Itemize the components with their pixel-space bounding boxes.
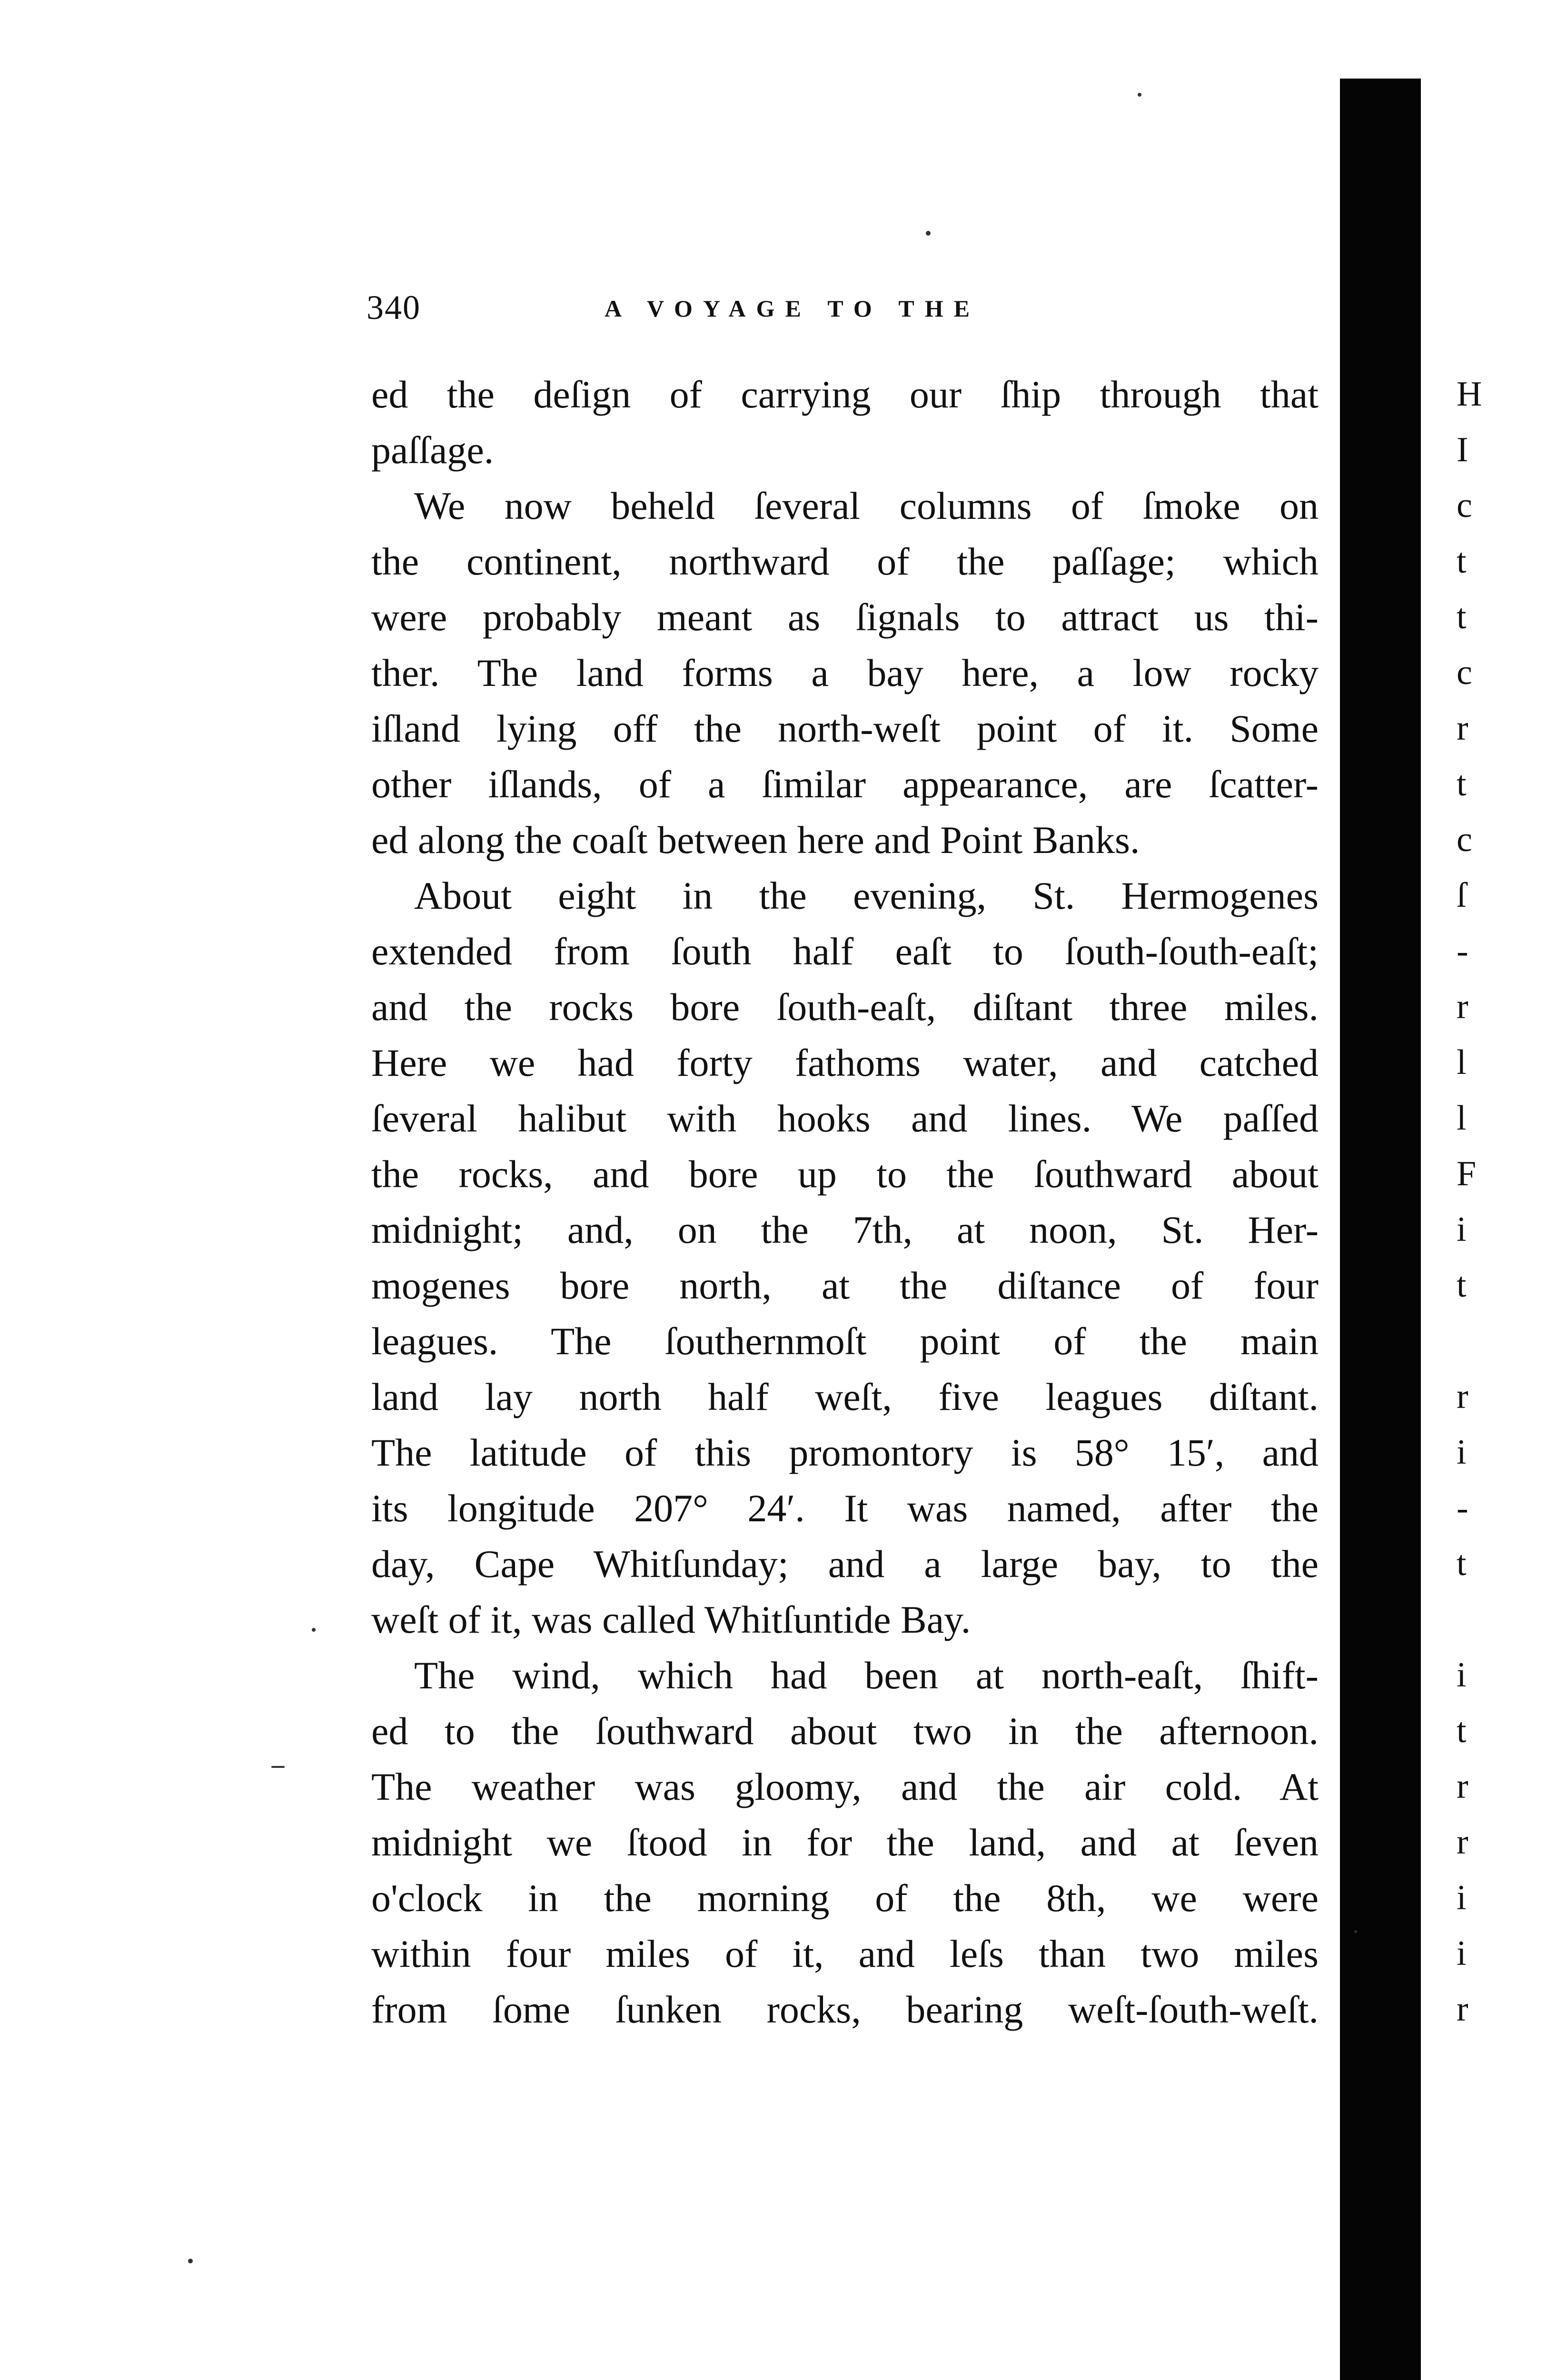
text-line: leagues. The ſouthernmoſt point of the main bbox=[371, 1319, 1319, 1363]
bleed-through-letter: - bbox=[1457, 932, 1468, 971]
bleed-through-letter: r bbox=[1457, 1823, 1468, 1862]
bleed-through-letter: l bbox=[1457, 1043, 1467, 1082]
paper-speck bbox=[271, 1766, 285, 1768]
bleed-through-letter: I bbox=[1457, 430, 1468, 469]
bleed-through-letter: i bbox=[1457, 1878, 1467, 1917]
bleed-through-letter: F bbox=[1457, 1154, 1477, 1193]
bleed-through-letter: i bbox=[1457, 1433, 1467, 1472]
bleed-through-letter: t bbox=[1457, 542, 1467, 581]
text-line: The latitude of this promontory is 58° 15′, and bbox=[371, 1431, 1319, 1474]
paper-speck bbox=[1354, 1930, 1357, 1933]
text-line: We now beheld ſeveral columns of ſmoke on bbox=[414, 484, 1319, 527]
bleed-through-letter: r bbox=[1457, 987, 1468, 1026]
text-line: Here we had forty fathoms water, and catched bbox=[371, 1041, 1319, 1084]
bleed-through-letter bbox=[1457, 1592, 1528, 1647]
text-line: its longitude 207° 24′. It was named, after the bbox=[371, 1487, 1319, 1530]
bleed-through-letter: r bbox=[1457, 709, 1468, 748]
paper-speck bbox=[926, 231, 931, 236]
text-line: ed the deſign of carrying our ſhip through that bbox=[371, 373, 1319, 416]
bleed-through-letter bbox=[1457, 1313, 1528, 1369]
bleed-through-letter: r bbox=[1457, 1377, 1468, 1416]
bleed-through-letter: t bbox=[1457, 764, 1467, 803]
text-line: The wind, which had been at north-eaſt, ſhift- bbox=[414, 1654, 1319, 1697]
page-number: 340 bbox=[367, 288, 421, 327]
bleed-through-letter: c bbox=[1457, 486, 1472, 525]
bleed-through-letter: c bbox=[1457, 820, 1472, 859]
bleed-through-letter: r bbox=[1457, 1990, 1468, 2029]
text-line: day, Cape Whitſunday; and a large bay, to the bbox=[371, 1542, 1319, 1586]
bleed-through-letter: i bbox=[1457, 1656, 1467, 1695]
text-line: were probably meant as ſignals to attract us thi- bbox=[371, 595, 1319, 639]
bleed-through-letter: t bbox=[1457, 597, 1467, 636]
bleed-through-letter: l bbox=[1457, 1099, 1467, 1138]
text-line: midnight we ſtood in for the land, and at ſeven bbox=[371, 1821, 1319, 1864]
paper-speck bbox=[312, 1628, 316, 1632]
bleed-through-letter: i bbox=[1457, 1210, 1467, 1249]
paper-speck bbox=[188, 2259, 193, 2263]
bleed-through-letter: H bbox=[1457, 375, 1482, 414]
page-header bbox=[367, 288, 1042, 331]
text-line: weſt of it, was called Whitſuntide Bay. bbox=[371, 1598, 971, 1641]
text-line: ther. The land forms a bay here, a low rocky bbox=[371, 651, 1319, 694]
bleed-through-letter: t bbox=[1457, 1266, 1467, 1305]
text-line: About eight in the evening, St. Hermogenes bbox=[414, 874, 1319, 917]
text-line: other iſlands, of a ſimilar appearance, are ſcatter- bbox=[371, 763, 1319, 806]
text-line: ed along the coaſt between here and Point Banks. bbox=[371, 818, 1140, 862]
facing-page-bleed-through bbox=[1457, 367, 1528, 2037]
text-line: and the rocks bore ſouth-eaſt, diſtant three miles. bbox=[371, 985, 1319, 1029]
bleed-through-letter: t bbox=[1457, 1711, 1467, 1750]
text-line: the rocks, and bore up to the ſouthward about bbox=[371, 1152, 1319, 1196]
bleed-through-letter: t bbox=[1457, 1544, 1467, 1583]
text-line: within four miles of it, and leſs than two miles bbox=[371, 1932, 1319, 1975]
text-line: mogenes bore north, at the diſtance of four bbox=[371, 1264, 1319, 1307]
text-line: the continent, northward of the paſſage; which bbox=[371, 540, 1319, 583]
body-text bbox=[371, 367, 1319, 2037]
text-line: o'clock in the morning of the 8th, we were bbox=[371, 1876, 1319, 1920]
text-line: extended from ſouth half eaſt to ſouth-ſouth-eaſt; bbox=[371, 930, 1319, 973]
paper-speck bbox=[1138, 93, 1141, 97]
text-line: midnight; and, on the 7th, at noon, St. Her- bbox=[371, 1208, 1319, 1251]
bleed-through-letter: c bbox=[1457, 653, 1472, 692]
text-line: land lay north half weſt, five leagues diſtant. bbox=[371, 1375, 1319, 1418]
text-line: ſeveral halibut with hooks and lines. We paſſed bbox=[371, 1097, 1319, 1140]
bleed-through-letter: i bbox=[1457, 1934, 1467, 1973]
text-line: from ſome ſunken rocks, bearing weſt-ſouth-weſt. bbox=[371, 1988, 1319, 2031]
bleed-through-letter: r bbox=[1457, 1767, 1468, 1806]
running-head: A VOYAGE TO THE bbox=[605, 295, 980, 322]
text-line: iſland lying off the north-weſt point of it. Some bbox=[371, 707, 1319, 750]
text-line: paſſage. bbox=[371, 428, 494, 472]
facing-page-shadow bbox=[1340, 79, 1421, 2380]
text-line: The weather was gloomy, and the air cold. At bbox=[371, 1765, 1319, 1808]
text-line: ed to the ſouthward about two in the afternoon. bbox=[371, 1709, 1319, 1753]
bleed-through-letter: - bbox=[1457, 1488, 1468, 1527]
bleed-through-letter: ſ bbox=[1457, 876, 1467, 915]
